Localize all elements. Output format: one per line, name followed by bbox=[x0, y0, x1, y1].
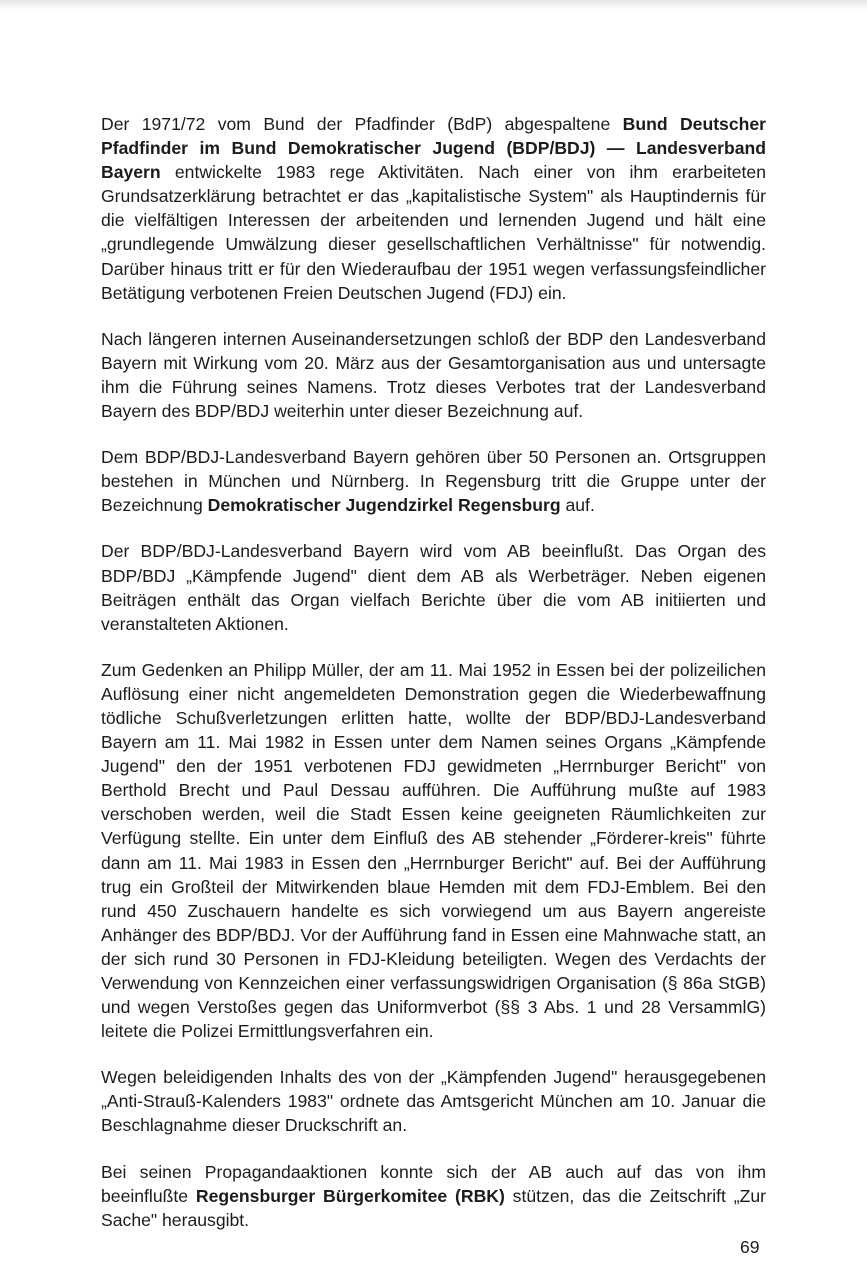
bold-term-jugendzirkel: Demokratischer Jugendzirkel Regensburg bbox=[207, 495, 561, 516]
paragraph-bdp-landesverband bbox=[101, 112, 766, 305]
paragraph-ab-influence bbox=[101, 539, 766, 635]
paragraph-exclusion bbox=[101, 327, 766, 423]
paragraph-membership bbox=[101, 445, 766, 517]
text-segment: entwickelte 1983 rege Aktivitäten. Nach einer von ihm erarbeiteten Grundsatzerklärung betrachtet er das „kapitalistische System" als Hauptindernis für die vielfältigen Interessen der arbeitenden und lernenden Jugend und hält eine „grundlegende Umwälzung dieser gesellschaftlichen Verhältnisse" für notwendig. Darüber hinaus tritt er für den Wiederaufbau der 1951 wegen verfassungsfeindlicher Betätigung verbotenen Freien Deutschen Jugend (FDJ) ein. bbox=[101, 162, 766, 303]
bold-term-bdp-bdj: Bund Deutscher Pfadfinder im Bund Demokratischer Jugend (BDP/BDJ) — Landesverband Bayern bbox=[101, 114, 767, 183]
text-segment: Wegen beleidigenden Inhalts des von der „Kämpfenden Jugend" herausgegebenen „Anti-Strauß-Kalenders 1983" ordnete das Amtsgericht München am 10. Januar die Beschlagnahme dieser Druckschrift an. bbox=[101, 1067, 766, 1136]
text-segment: Bei seinen Propagandaaktionen konnte sich der AB auch auf das von ihm beeinflußte bbox=[101, 1161, 766, 1206]
text-segment: Der 1971/72 vom Bund der Pfadfinder (BdP) abgespaltene bbox=[101, 114, 623, 134]
bold-term-rbk: Regensburger Bürgerkomitee (RBK) bbox=[195, 1185, 505, 1206]
text-segment: Nach längeren internen Auseinandersetzungen schloß der BDP den Landesverband Bayern mit Wirkung vom 20. März aus der Gesamtorganisation aus und untersagte ihm die Führung seines Namens. Trotz dieses Verbotes trat der Landesverband Bayern des BDP/BDJ weiterhin unter dieser Bezeichnung auf. bbox=[101, 328, 766, 422]
paragraph-rbk bbox=[101, 1160, 766, 1232]
paragraph-anti-strauss-kalender bbox=[101, 1065, 766, 1137]
page-number: 69 bbox=[740, 1237, 760, 1257]
scan-top-edge bbox=[0, 0, 867, 10]
page-body bbox=[101, 112, 766, 1254]
text-segment: Der BDP/BDJ-Landesverband Bayern wird vom AB beeinflußt. Das Organ des BDP/BDJ „Kämpfende Jugend" dient dem AB als Werbeträger. Neben eigenen Beiträgen enthält das Organ vielfach Berichte über die vom AB initiierten und veranstalteten Aktionen. bbox=[101, 541, 766, 634]
text-segment: Dem BDP/BDJ-Landesverband Bayern gehören über 50 Personen an. Ortsgruppen bestehen in München und Nürnberg. In Regensburg tritt die Gruppe unter der Bezeichnung bbox=[101, 447, 766, 516]
text-segment: Zum Gedenken an Philipp Müller, der am 11. Mai 1952 in Essen bei der polizeilichen Auflösung einer nicht angemeldeten Demonstration gegen die Wiederbewaffnung tödliche Schußverletzungen erlitten hatte, wollte der BDP/BDJ-Landesverband Bayern am 11. Mai 1982 in Essen unter dem Namen seines Organs „Kämpfende Jugend" den der 1951 verbotenen FDJ gewidmeten „Herrnburger Bericht" von Berthold Brecht und Paul Dessau aufführen. Die Aufführung mußte auf 1983 verschoben werden, weil die Stadt Essen keine geeigneten Räumlichkeiten zur Verfügung stellte. Ein unter dem Einfluß des AB stehender „Förderer-kreis" führte dann am 11. Mai 1983 in Essen den „Herrnburger Bericht" auf. Bei der Aufführung trug ein Großteil der Mitwirkenden blaue Hemden mit dem FDJ-Emblem. Bei den rund 450 Zuschauern handelte es sich vorwiegend um aus Bayern angereiste Anhänger des BDP/BDJ. Vor der Aufführung fand in Essen eine Mahnwache statt, an der sich rund 30 Personen in FDJ-Kleidung beteiligten. Wegen des Verdachts der Verwendung von Kennzeichen einer verfassungswidrigen Organisation (§ 86a StGB) und wegen Verstoßes gegen das Uniformverbot (§§ 3 Abs. 1 und 28 VersammlG) leitete die Polizei Ermittlungsverfahren ein. bbox=[101, 659, 766, 1042]
text-segment: stützen, das die Zeitschrift „Zur Sache" herausgibt. bbox=[101, 1185, 766, 1230]
text-segment: auf. bbox=[560, 495, 595, 516]
paragraph-philipp-mueller bbox=[101, 658, 766, 1044]
